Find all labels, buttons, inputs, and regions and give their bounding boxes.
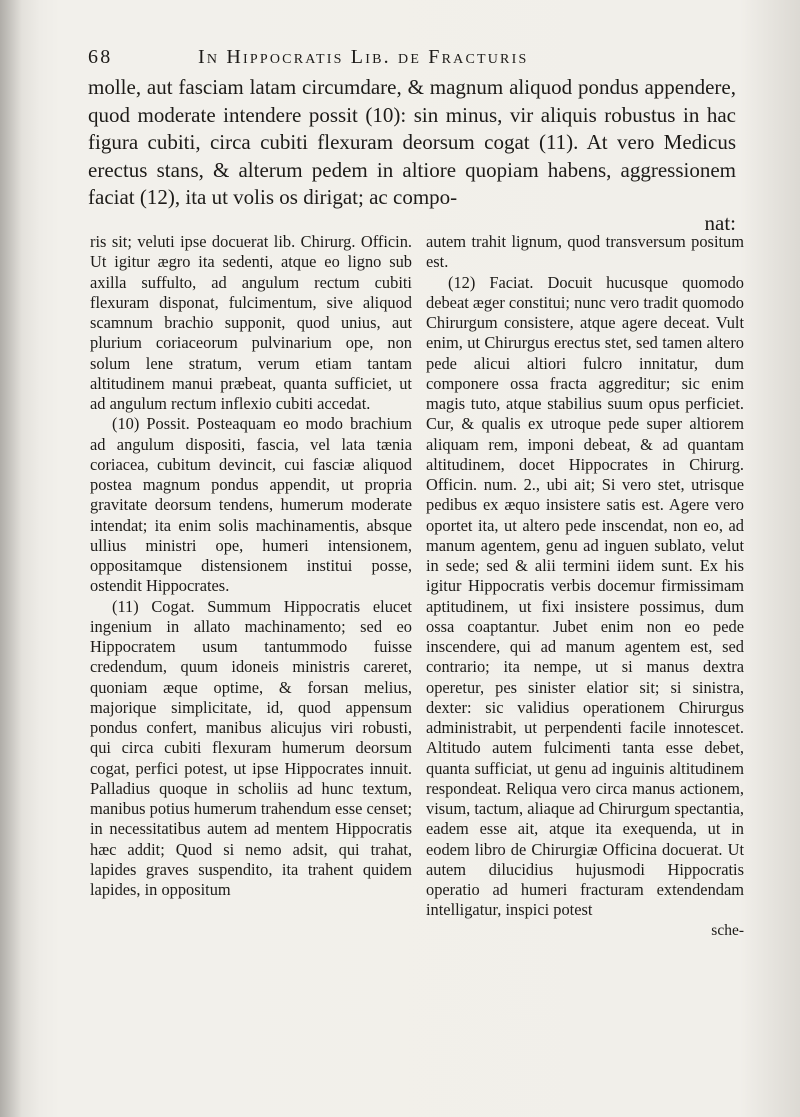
main-text-block (88, 74, 736, 237)
catchword: sche- (711, 921, 744, 939)
commentary-paragraph: ris sit; veluti ipse docuerat lib. Chirurg. Officin. Ut igitur ægro ita sedenti, atque eo ligno sub axilla suffulto, ad angulum rectum cubiti flexuram disponat, fulcimentum, sive aliquod scamnum brachio supponit, quod unius, aut plurium coriaceorum pulvinarium ope, non solum lene stratum, verum etiam tantam altitudinem manui præbeat, quanta sufficiet, ut ad angulum rectum inflexio cubiti accedat. (90, 232, 412, 413)
commentary-note-12: (12) Faciat. Docuit hucusque quomodo debeat æger constitui; nunc vero tradit quomodo Chirurgum consistere, atque agere deceat. Vult enim, ut Chirurgus erectus stet, sed tamen altero pede alicui altiori fulcro innitatur, dum componere ossa fracta aggreditur; sic enim magis tuto, atque stabilius suum opus perficiet. Cur, & qualis ex utroque pede super altiorem aliquam rem, imponi debeat, & ad quantam altitudinem, docet Hippocrates in Chirurg. Officin. num. 2., ubi ait; Si vero stet, utrisque pedibus ex æquo insistere satis est. Agere vero oportet ita, ut altero pede inscendat, non eo, ad manum agentem, genu ad inguen sublato, velut in sede; sed & alii termini iidem sunt. Ex his igitur Hippocratis verbis docemur firmissimam aptitudinem, ut fixi insistere possimus, dum ossa coaptantur. Jubet enim non eo pede inscendere, qui ad manum agentem est, sed contrario; ita nempe, ut si manus dextra operetur, pes sinister elatior sit; si sinistra, dexter: sic validius operationem Chirurgus administrabit, ut perpendenti facile innotescet. Altitudo autem fulcimenti tanta esse debet, quanta sufficiat, ut genu ad inguinis altitudinem respondeat. Reliqua vero circa manus actionem, visum, tactum, aliaque ad Chirurgum spectantia, eadem esse ait, atque ita exequenda, ut in eodem libro de Chirurgiæ Officina docuerat. Ut autem dilucidius hujusmodi Hippocratis operatio ad humeri fracturam extendendam intelligatur, inspici potest (426, 272, 744, 920)
running-header (88, 46, 738, 76)
commentary-note-10: (10) Possit. Posteaquam eo modo brachium ad angulum dispositi, fascia, vel lata tænia coriacea, cubitum devincit, cui fasciæ aliquod postea magnum pondus appendit, ut propria gravitate deorsum tendens, humerum moderate intendat; ita enim solis machinamentis, absque ullius ministri ope, humeri intensionem, oppositamque distensionem institui posse, ostendit Hippocrates. (90, 414, 412, 596)
page-number: 68 (88, 46, 113, 68)
main-text-paragraph: molle, aut fasciam latam circumdare, & magnum aliquod pondus appendere, quod moderate intendere possit (10): sin minus, vir aliquis robustus in hac figura cubiti, circa cubiti flexuram deorsum cogat (11). At vero Medicus erectus stans, & alterum pedem in altiore quopiam habens, aggressionem faciat (12), ita ut volis os dirigat; ac compo- (88, 75, 736, 209)
commentary-left-column (90, 232, 412, 900)
gutter-shadow (0, 0, 22, 1117)
commentary-paragraph: autem trahit lignum, quod transversum positum est. (426, 232, 744, 272)
commentary-note-11: (11) Cogat. Summum Hippocratis elucet ingenium in allato machinamento; sed eo Hippocratem usum tantummodo fuisse credendum, quum idoneis ministris careret, quoniam æque optime, & forsan melius, majorique simplicitate, id, quod appensum pondus confert, manibus alicujus viri robusti, qui circa cubiti flexuram humerum deorsum cogat, perfici potest, ut ipse Hippocrates innuit. Palladius quoque in scholiis ad hunc textum, manibus potius humerum trahendum esse censet; in necessitatibus autem ad mentem Hippocratis hæc addit; Quod si nemo adsit, qui trahat, lapides graves suspendito, ita trahent quidem lapides, in oppositum (90, 596, 412, 899)
commentary-right-column (426, 232, 744, 941)
main-text-continuation: nat: (704, 210, 736, 235)
running-title: In Hippocratis Lib. de Fracturis (198, 46, 529, 68)
